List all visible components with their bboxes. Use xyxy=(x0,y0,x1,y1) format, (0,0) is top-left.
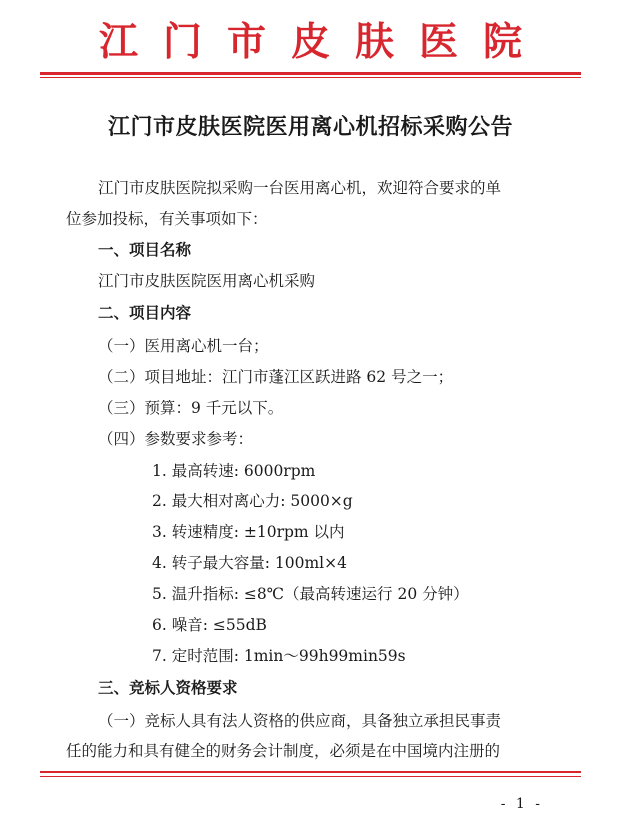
footer-rule xyxy=(40,771,581,773)
letterhead-rule xyxy=(40,72,581,75)
param-item: 4. 转子最大容量: 100ml×4 xyxy=(152,554,347,572)
param-item: 2. 最大相对离心力: 5000×g xyxy=(152,492,353,510)
content-item-3: （三）预算：9 千元以下。 xyxy=(98,399,284,417)
page-number: - 1 - xyxy=(500,796,543,812)
param-item: 7. 定时范围: 1min～99h99min59s xyxy=(152,647,406,665)
section-heading-qualification: 三、竞标人资格要求 xyxy=(98,679,238,697)
param-item: 1. 最高转速: 6000rpm xyxy=(152,462,316,480)
letterhead-rule-thin xyxy=(40,77,581,78)
section-heading-project-content: 二、项目内容 xyxy=(98,304,192,322)
letterhead-org-name: 江门市皮肤医院 xyxy=(98,19,547,65)
intro-line-1: 江门市皮肤医院拟采购一台医用离心机，欢迎符合要求的单 xyxy=(98,179,502,197)
qualification-line-1: （一）竞标人具有法人资格的供应商，具备独立承担民事责 xyxy=(98,712,502,730)
project-name-text: 江门市皮肤医院医用离心机采购 xyxy=(98,272,316,290)
param-item: 6. 噪音: ≤55dB xyxy=(152,616,267,634)
document-title: 江门市皮肤医院医用离心机招标采购公告 xyxy=(107,114,513,140)
section-heading-project-name: 一、项目名称 xyxy=(98,241,192,259)
intro-line-2: 位参加投标，有关事项如下： xyxy=(66,210,268,228)
content-item-4: （四）参数要求参考： xyxy=(98,430,254,448)
content-item-2: （二）项目地址：江门市蓬江区跃进路 62 号之一； xyxy=(98,368,454,386)
content-item-1: （一）医用离心机一台； xyxy=(98,337,269,355)
param-item: 5. 温升指标: ≤8℃（最高转速运行 20 分钟） xyxy=(152,585,469,603)
qualification-line-2: 任的能力和具有健全的财务会计制度，必须是在中国境内注册的 xyxy=(66,742,501,760)
footer-rule-thin xyxy=(40,776,581,777)
param-item: 3. 转速精度: ±10rpm 以内 xyxy=(152,523,345,541)
